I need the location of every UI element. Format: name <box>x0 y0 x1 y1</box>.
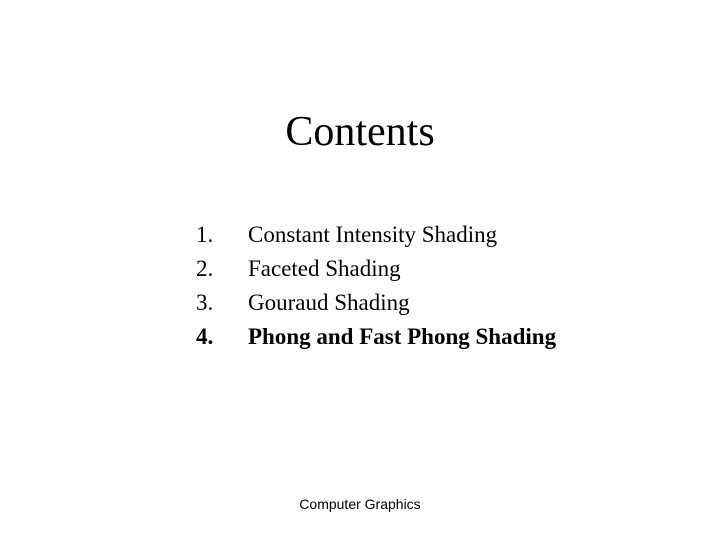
contents-item-2 <box>196 252 556 286</box>
contents-item-4 <box>196 320 556 354</box>
item-number: 1. <box>196 222 214 247</box>
slide-title: Contents <box>285 109 435 155</box>
item-text: Phong and Fast Phong Shading <box>248 324 557 349</box>
contents-item-1 <box>196 218 556 252</box>
item-text: Faceted Shading <box>248 256 401 281</box>
item-text: Gouraud Shading <box>248 290 410 315</box>
item-number: 4. <box>196 324 214 349</box>
item-text: Constant Intensity Shading <box>248 222 498 247</box>
slide-footer: Computer Graphics <box>299 496 421 512</box>
item-number: 3. <box>196 290 214 315</box>
item-number: 2. <box>196 256 214 281</box>
contents-list <box>196 218 556 354</box>
contents-item-3 <box>196 286 556 320</box>
